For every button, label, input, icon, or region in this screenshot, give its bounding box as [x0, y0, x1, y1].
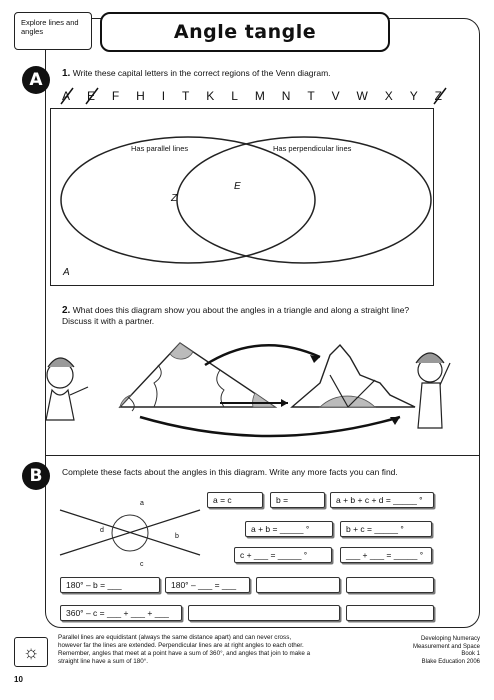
letter-item: V	[331, 89, 340, 103]
venn-left-label: Has parallel lines	[131, 144, 189, 153]
question-2-number: 2.	[62, 305, 71, 316]
fact-box-blank-2[interactable]	[346, 577, 434, 593]
letter-item: T	[182, 89, 190, 103]
cartoon-man	[416, 353, 450, 428]
triangle-angles-illustration	[30, 335, 470, 445]
title-box	[100, 12, 390, 52]
strike-mark	[84, 86, 100, 106]
book-number: Book 1	[461, 651, 480, 657]
letter-item: I	[161, 89, 166, 103]
topic-label: Explore lines and angles	[14, 12, 92, 50]
tip-text: Parallel lines are equidistant (always the same distance apart) and can never cross, however far the lines are extended. Perpendicular lines are at right angles to each other. Remember, angles that meet at a point have a sum of 360°, and angles that join to make a straight line have a sum of 180°.	[58, 634, 311, 665]
letter-item: M	[254, 89, 265, 103]
letter-item: Y	[409, 89, 418, 103]
section-b-badge: B	[22, 462, 50, 490]
fact-box-7[interactable]: ___ + ___ = _____ °	[340, 547, 432, 563]
question-1-text: Write these capital letters in the correct regions of the Venn diagram.	[72, 68, 331, 78]
crossing-lines-diagram	[55, 495, 205, 570]
torn-triangle	[120, 343, 275, 411]
strike-mark	[432, 86, 448, 106]
letter-item: W	[356, 89, 368, 103]
letter-list	[62, 89, 442, 105]
strike-mark	[59, 86, 75, 106]
fact-box-blank-4[interactable]	[346, 605, 434, 621]
venn-middle-entry: E	[234, 181, 241, 192]
angle-label-d: d	[100, 527, 104, 534]
venn-circles	[50, 108, 434, 286]
publication-info	[340, 636, 480, 666]
fact-box-6[interactable]: c + ___ = _____ °	[234, 547, 332, 563]
page-number: 10	[14, 675, 23, 684]
tip-icon-box	[14, 637, 48, 667]
fact-box-5[interactable]: b + c = _____ °	[340, 521, 432, 537]
venn-right-label: Has perpendicular lines	[273, 144, 352, 153]
question-2-text: What does this diagram show you about the angles in a triangle and along a straight line? Discuss it with a partner.	[62, 305, 410, 326]
page-title: Angle tangle	[173, 21, 317, 43]
venn-diagram	[50, 108, 434, 286]
letter-item: F	[111, 89, 120, 103]
letter-item: K	[206, 89, 215, 103]
fact-box-4[interactable]: a + b = _____ °	[245, 521, 333, 537]
letter-item: X	[384, 89, 393, 103]
fact-box-8[interactable]: 180° – b = ___	[60, 577, 160, 593]
section-a-badge: A	[22, 66, 50, 94]
section-divider	[45, 455, 480, 456]
question-2	[62, 305, 432, 327]
question-1-number: 1.	[62, 68, 71, 79]
angle-label-c: c	[140, 561, 144, 568]
letter-item: L	[231, 89, 238, 103]
fact-box-2[interactable]: b =	[270, 492, 325, 508]
letter-item: T	[307, 89, 315, 103]
fact-box-1[interactable]: a = c	[207, 492, 263, 508]
fact-box-3[interactable]: a + b + c + d = _____ °	[330, 492, 434, 508]
lightbulb-icon: ☼	[22, 642, 40, 662]
cartoon-girl	[46, 358, 88, 420]
letter-item: Z	[435, 89, 442, 105]
venn-outside-entry: A	[63, 267, 70, 278]
angle-label-b: b	[175, 533, 179, 540]
fact-box-10[interactable]: 360° – c = ___ + ___ + ___	[60, 605, 182, 621]
angle-label-a: a	[140, 500, 144, 507]
letter-item: H	[136, 89, 145, 103]
fact-box-blank-1[interactable]	[256, 577, 340, 593]
fact-box-9[interactable]: 180° – ___ = ___	[165, 577, 250, 593]
question-1	[62, 68, 331, 79]
section-b-instruction: Complete these facts about the angles in this diagram. Write any more facts you can find.	[62, 467, 398, 477]
strand-name: Measurement and Space	[412, 643, 480, 650]
venn-left-entry: Z	[171, 193, 178, 204]
publisher: Blake Education 2006	[421, 658, 480, 665]
fact-box-blank-3[interactable]	[188, 605, 340, 621]
letter-item: A	[62, 89, 70, 105]
letter-item: E	[87, 89, 95, 105]
letter-item: N	[281, 89, 291, 103]
series-name: Developing Numeracy	[420, 636, 480, 642]
